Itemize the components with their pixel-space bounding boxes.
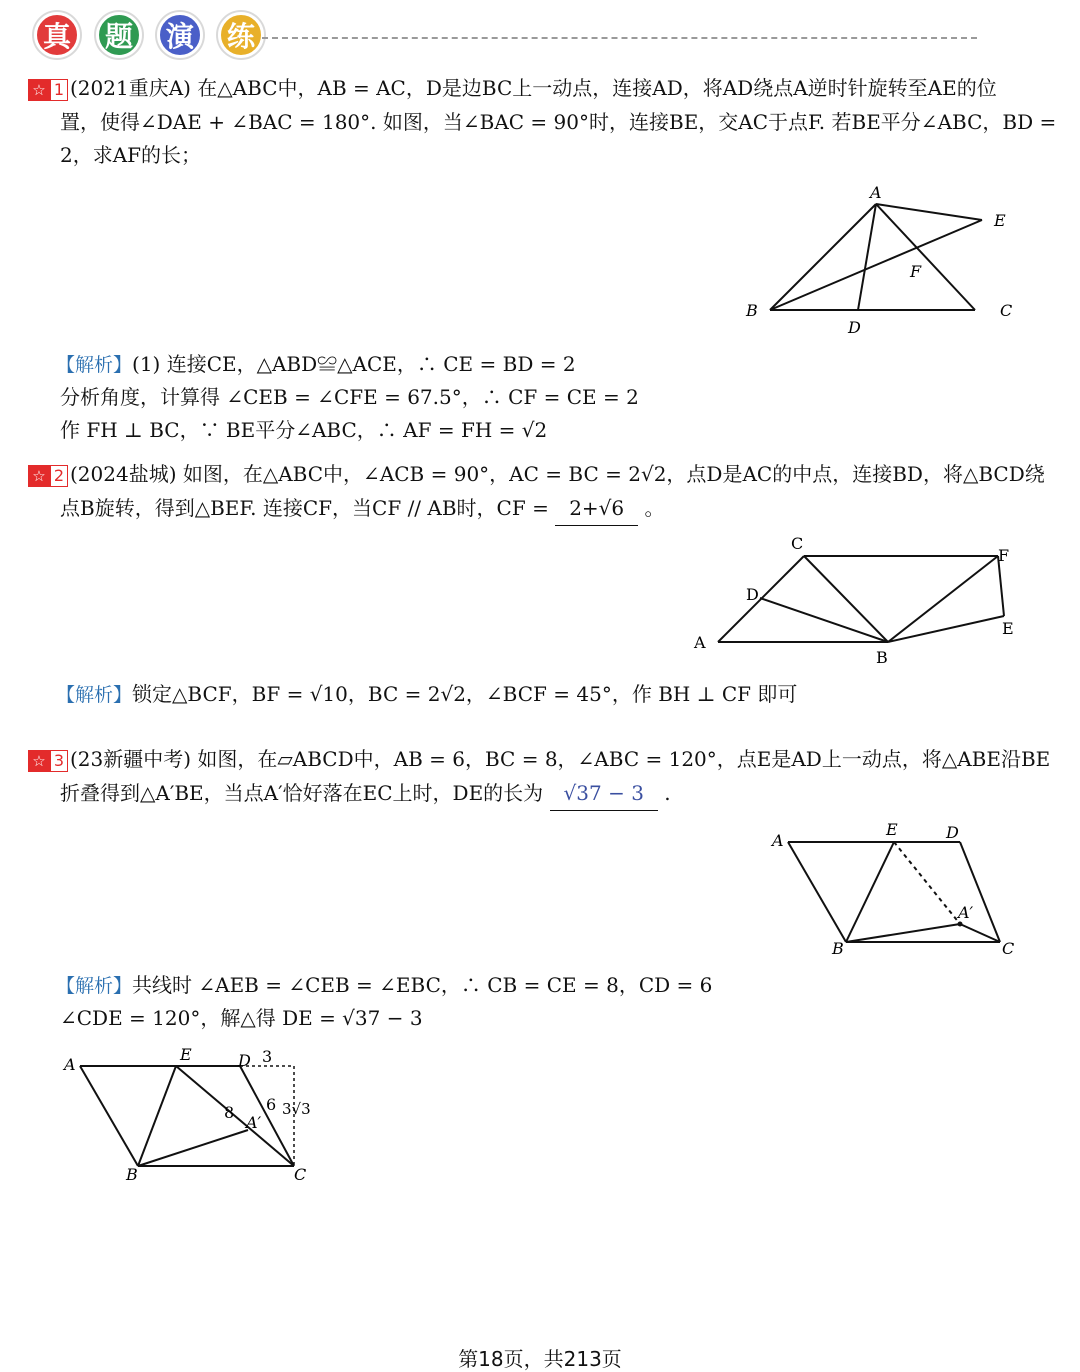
header-badge-2: 题 [96,12,142,58]
seg-DB [760,598,888,642]
seg-AE [876,204,982,220]
label-D: D [746,585,759,604]
label-E: E [1002,619,1014,638]
problem-text: (2024盐城) 如图，在△ABC中，∠ACB = 90°，AC = BC = 2√2，点D是AC的中点，连接BD，将△BCD绕 [70,462,1045,486]
analysis-text: (1) 连接CE，△ABD≌△ACE，∴ CE = BD = 2 [132,352,576,376]
analysis-text: 锁定△BCF，BF = √10，BC = 2√2，∠BCF = 45°，作 BH ⊥ CF 即可 [132,682,798,706]
label-F: F [910,262,922,281]
answer-blank: 2+√6 [555,492,638,526]
label-B: B [126,1165,138,1184]
problem1-line2: 置，使得∠DAE + ∠BAC = 180°. 如图，当∠BAC = 90°时，连接BE，交AC于点F. 若BE平分∠ABC，BD = [60,110,1057,134]
problem1-analysis-2: 分析角度，计算得 ∠CEB = ∠CFE = 67.5°，∴ CF = CE = 2 [60,385,639,409]
label-D: D [238,1051,251,1070]
problem3-marker [28,750,68,772]
problem-number: 2 [50,465,68,487]
label-A: A [772,831,784,850]
seg-EC [176,1066,294,1166]
label-6: 6 [266,1095,277,1114]
problem-text: (23新疆中考) 如图，在▱ABCD中，AB = 6，BC = 8，∠ABC = 120°，点E是AD上一动点，将△ABE沿BE [70,747,1051,771]
seg-AB [788,842,846,942]
label-Ap: A′ [246,1113,262,1132]
answer-blank: √37 − 3 [550,777,658,811]
problem1-marker [28,79,68,101]
problem-text: (2021重庆A) 在△ABC中，AB = AC，D是边BC上一动点，连接AD，将AD绕点A逆时针旋转至AE的位 [70,76,997,100]
problem1-analysis-1 [56,348,576,382]
page-footer: 第18页，共213页 [458,1347,622,1371]
header-badge-1: 真 [34,12,80,58]
star-icon: ☆ [28,465,50,487]
analysis-tag: 【解析】 [56,975,133,997]
label-D: D [946,823,959,842]
label-D: D [848,318,861,337]
label-A: A [64,1055,76,1074]
problem1-figure [740,180,1030,340]
seg-BAp [846,924,960,942]
header-divider [262,37,977,39]
point-Ap [958,922,963,927]
problem1-analysis-3: 作 FH ⊥ BC，∵ BE平分∠ABC，∴ AF = FH = √2 [60,418,548,442]
problem-text: 点B旋转，得到△BEF. 连接CF，当CF // AB时，CF = [60,496,549,520]
problem2-marker [28,465,68,487]
problem-number: 1 [50,79,68,101]
header-badge-3: 演 [157,12,203,58]
seg-EAp-dashed [894,842,960,924]
problem3-analysis-figure [56,1042,336,1192]
label-E: E [994,211,1006,230]
problem3-analysis-1 [56,969,712,1003]
seg-AB [80,1066,138,1166]
label-Ap: A′ [958,903,974,922]
seg-EB [846,842,894,942]
label-A: A [694,633,706,652]
header-badge-4: 练 [218,12,264,58]
analysis-tag: 【解析】 [56,354,133,376]
problem2-figure [690,530,1020,670]
label-E: E [886,820,898,839]
analysis-text: 共线时 ∠AEB = ∠CEB = ∠EBC，∴ CB = CE = 8，CD = 6 [132,973,713,997]
problem1-line1 [28,72,997,105]
star-icon: ☆ [28,79,50,101]
star-icon: ☆ [28,750,50,772]
seg-BE [770,220,982,310]
problem-text: 折叠得到△A′BE，当点A′恰好落在EC上时，DE的长为 [60,781,544,805]
problem1-line3: 2，求AF的长； [60,143,202,167]
problem3-line1 [28,743,1050,776]
problem3-figure [760,818,1030,968]
label-C: C [791,534,804,553]
label-8: 8 [224,1103,235,1122]
problem2-analysis-1 [56,678,797,712]
problem3-analysis-2: ∠CDE = 120°，解△得 DE = √37 − 3 [60,1006,423,1030]
label-B: B [876,648,888,667]
label-B: B [832,939,844,958]
label-C: C [1002,939,1015,958]
seg-CB [804,556,888,642]
label-B: B [746,301,758,320]
problem-text-end: . [664,781,671,805]
seg-BAp [138,1130,248,1166]
label-E: E [180,1045,192,1064]
problem2-line1 [28,458,1045,491]
label-3: 3 [262,1047,273,1066]
label-F: F [998,546,1010,565]
label-A: A [870,183,882,202]
seg-AC [876,204,975,310]
problem3-line2 [60,777,671,811]
label-C: C [1000,301,1013,320]
problem-text-end: 。 [644,496,665,520]
label-C: C [294,1165,307,1184]
seg-FE [998,556,1004,616]
seg-EB [138,1066,176,1166]
problem2-line2 [60,492,665,526]
analysis-tag: 【解析】 [56,684,133,706]
label-3root3: 3√3 [282,1100,311,1118]
problem-number: 3 [50,750,68,772]
